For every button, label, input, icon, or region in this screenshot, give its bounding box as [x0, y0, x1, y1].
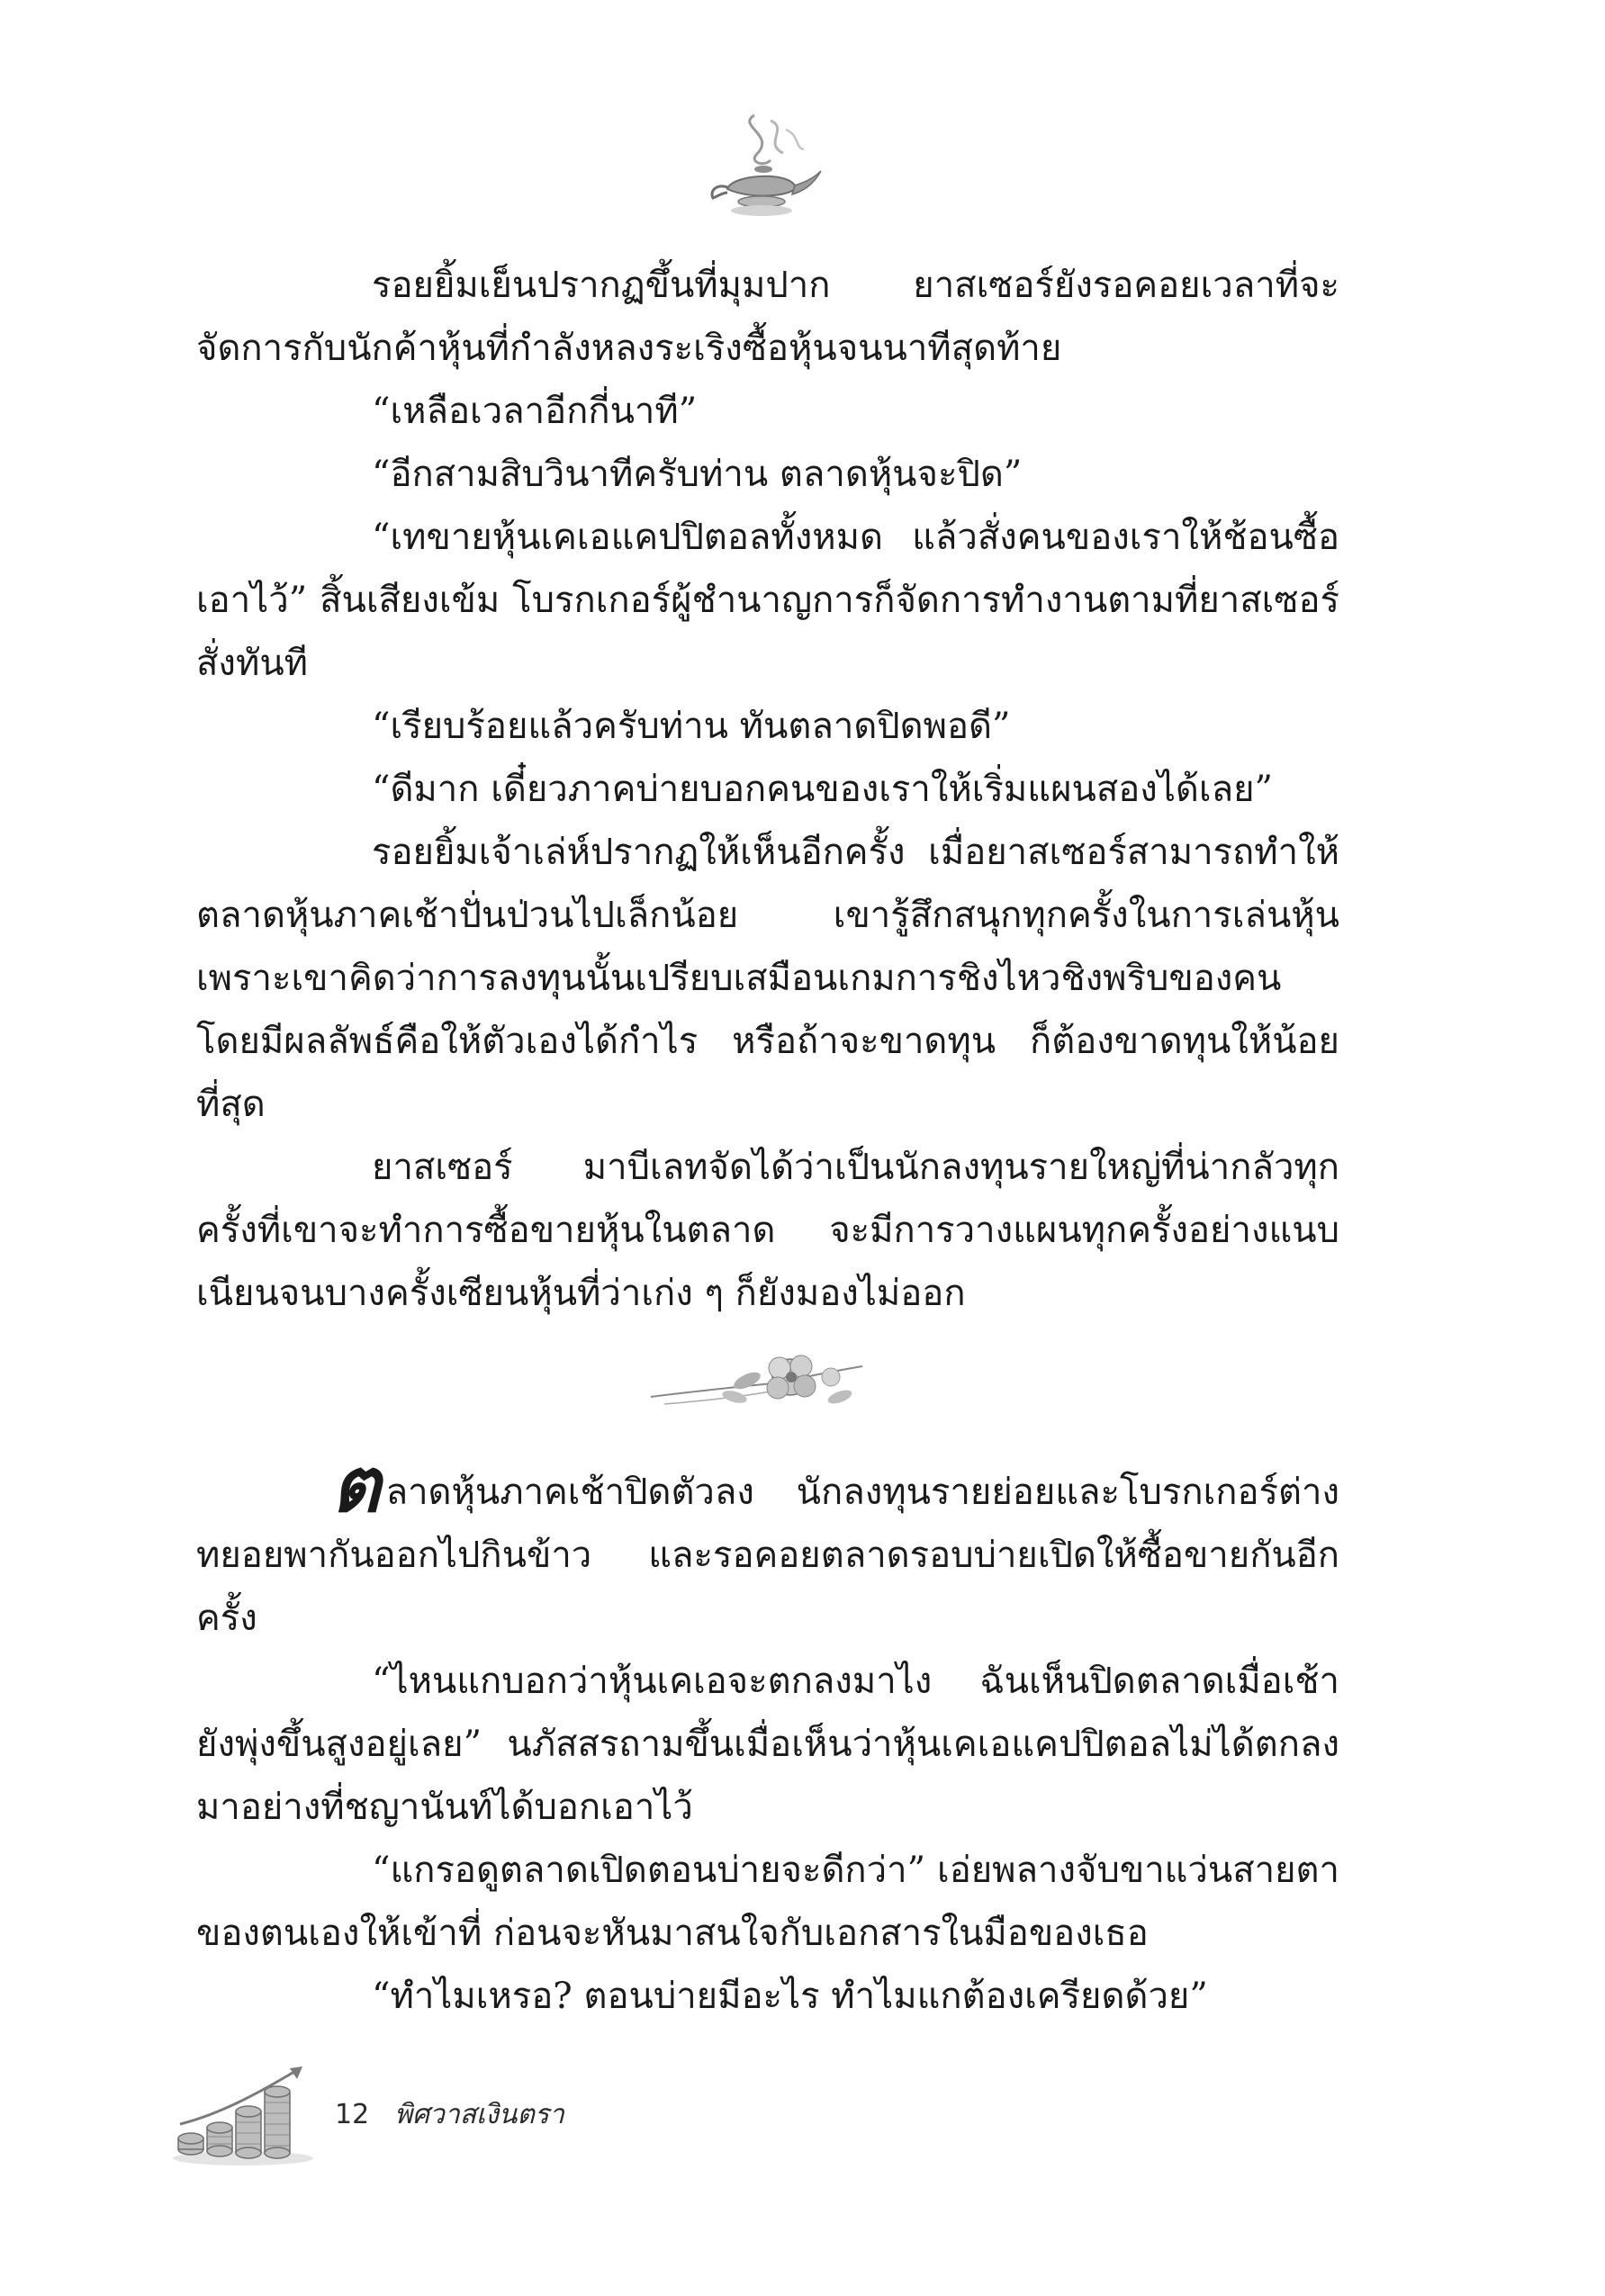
paragraph: “แกรอดูตลาดเปิดตอนบ่ายจะดีกว่า” เอ่ยพลางจับขาแว่นสายตาของตนเองให้เข้าที่ ก่อนจะหันมาสนใจกับเอกสารในมือของเธอ: [196, 1850, 1339, 1954]
paragraph: “เรียบร้อยแล้วครับท่าน ทันตลาดปิดพอดี”: [372, 706, 1011, 747]
paragraph-with-dropcap: [196, 1440, 1339, 1650]
paragraph-text: ลาดหุ้นภาคเช้าปิดตัวลง นักลงทุนรายย่อยและโบรกเกอร์ต่างทยอยพากันออกไปกินข้าว และรอคอยตลาดรอบบ่ายเปิดให้ซื้อขายกันอีกครั้ง: [196, 1472, 1339, 1639]
text-section-2: [196, 1440, 1339, 2028]
drop-cap: ต: [331, 1440, 381, 1529]
flower-branch-icon: [646, 1341, 871, 1436]
paragraph: รอยยิ้มเย็นปรากฏขึ้นที่มุมปาก ยาสเซอร์ยังรอคอยเวลาที่จะจัดการกับนักค้าหุ้นที่กำลังหลงระเริงซื้อหุ้นจนนาทีสุดท้าย: [196, 265, 1339, 369]
genie-lamp-icon: [700, 108, 826, 221]
paragraph: “อีกสามสิบวินาทีครับท่าน ตลาดหุ้นจะปิด”: [372, 454, 1023, 495]
paragraph: รอยยิ้มเจ้าเล่ห์ปรากฏให้เห็นอีกครั้ง เมื่อยาสเซอร์สามารถทำให้ตลาดหุ้นภาคเช้าปั่นป่วนไปเล็กน้อย เขารู้สึกสนุกทุกครั้งในการเล่นหุ้น เพราะเขาคิดว่าการลงทุนนั้นเปรียบเสมือนเกมการชิงไหวชิงพริบของคน โดยมีผลลัพธ์คือให้ตัวเองได้กำไร หรือถ้าจะขาดทุน ก็ต้องขาดทุนให้น้อยที่สุด: [196, 832, 1339, 1125]
paragraph: “ดีมาก เดี๋ยวภาคบ่ายบอกคนของเราให้เริ่มแผนสองได้เลย”: [372, 769, 1273, 810]
book-title: พิศวาสเงินตรา: [394, 2099, 564, 2130]
coin-stacks-icon: [171, 2061, 324, 2169]
paragraph: “เทขายหุ้นเคเอแคปปิตอลทั้งหมด แล้วสั่งคนของเราให้ช้อนซื้อเอาไว้” สิ้นเสียงเข้ม โบรกเกอร์ผู้ชำนาญการก็จัดการทำงานตามที่ยาสเซอร์สั่งทันที: [196, 517, 1339, 684]
paragraph: “เหลือเวลาอีกกี่นาที”: [372, 391, 698, 432]
paragraph: “ไหนแกบอกว่าหุ้นเคเอจะตกลงมาไง ฉันเห็นปิดตลาดเมื่อเช้ายังพุ่งขึ้นสูงอยู่เลย” นภัสสรถามขึ้นเมื่อเห็นว่าหุ้นเคเอแคปปิตอลไม่ได้ตกลงมาอย่างที่ชญานันท์ได้บอกเอาไว้: [196, 1661, 1339, 1828]
page-number: 12: [335, 2099, 370, 2130]
page-footer: [335, 2093, 564, 2136]
paragraph: ยาสเซอร์ มาบีเลทจัดได้ว่าเป็นนักลงทุนรายใหญ่ที่น่ากลัวทุกครั้งที่เขาจะทำการซื้อขายหุ้นในตลาด จะมีการวางแผนทุกครั้งอย่างแนบเนียนจนบางครั้งเซียนหุ้นที่ว่าเก่ง ๆ ก็ยังมองไม่ออก: [196, 1147, 1339, 1314]
paragraph: “ทำไมเหรอ? ตอนบ่ายมีอะไร ทำไมแกต้องเครียดด้วย”: [372, 1976, 1208, 2017]
text-section-1: [196, 254, 1339, 1325]
